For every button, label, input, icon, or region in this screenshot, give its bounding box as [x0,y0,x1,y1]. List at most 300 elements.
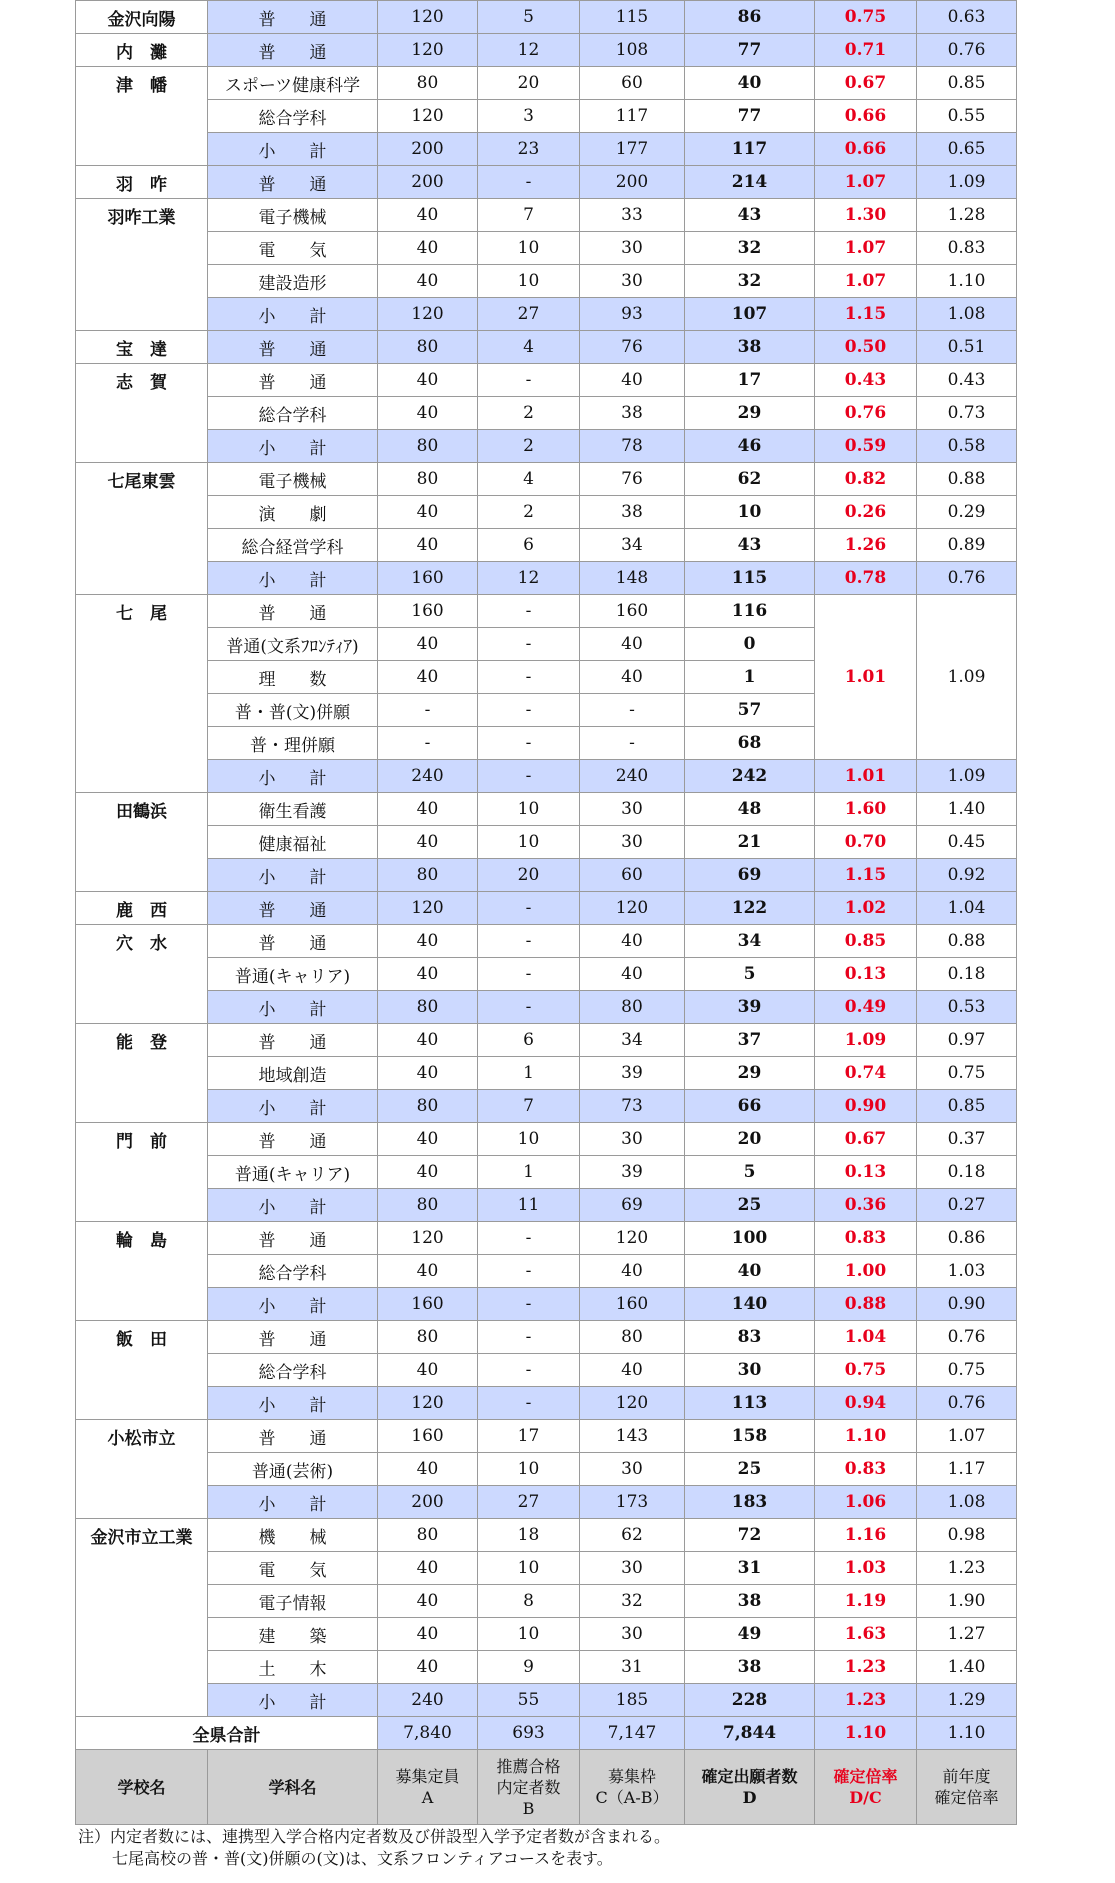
department-cell: 普 通 [208,1420,378,1453]
recommended-cell: 10 [478,793,580,826]
ratio-cell: 0.43 [815,364,917,397]
ratio-cell: 0.78 [815,562,917,595]
prev-ratio-cell: 0.88 [917,925,1017,958]
department-cell: 普 通 [208,364,378,397]
department-cell: 小 計 [208,562,378,595]
quota-cell: 80 [580,991,685,1024]
recommended-cell: 6 [478,529,580,562]
header-recommended [478,1750,580,1825]
subtotal-row [76,1189,1017,1222]
recommended-cell: 10 [478,232,580,265]
quota-cell: 148 [580,562,685,595]
header-quota-line: 募集枠 [607,1767,656,1786]
subtotal-row [76,760,1017,793]
recommended-cell: 8 [478,1585,580,1618]
quota-cell: 73 [580,1090,685,1123]
prev-ratio-cell: 0.45 [917,826,1017,859]
table-row [76,1156,1017,1189]
recommended-cell: 5 [478,1,580,34]
subtotal-row [76,991,1017,1024]
header-school: 学校名 [76,1750,208,1825]
department-cell: 普 通 [208,595,378,628]
header-prev-ratio-line: 前年度 [942,1767,991,1786]
ratio-cell: 1.30 [815,199,917,232]
prev-ratio-cell: 0.98 [917,1519,1017,1552]
ratio-cell: 0.50 [815,331,917,364]
recommended-cell: 4 [478,463,580,496]
capacity-cell: 240 [378,760,478,793]
prev-ratio-cell: 0.86 [917,1222,1017,1255]
prev-ratio-cell: 0.90 [917,1288,1017,1321]
quota-cell: 31 [580,1651,685,1684]
ratio-cell: 1.23 [815,1684,917,1717]
prev-ratio-cell: 0.97 [917,1024,1017,1057]
ratio-cell: 0.75 [815,1354,917,1387]
department-cell: 普 通 [208,892,378,925]
quota-cell: - [580,694,685,727]
capacity-cell: 120 [378,34,478,67]
applicants-cell: 77 [685,34,815,67]
school-name-cell: 宝 達 [76,331,208,364]
school-name-cell: 津 幡 [76,67,208,166]
recommended-cell: - [478,1288,580,1321]
total-applicants-cell: 7,844 [685,1717,815,1750]
footnotes [78,1826,670,1870]
capacity-cell: 40 [378,1057,478,1090]
school-name-cell: 七尾東雲 [76,463,208,595]
department-cell: 普 通 [208,1123,378,1156]
table-row [76,595,1017,628]
prev-ratio-cell: 1.40 [917,1651,1017,1684]
prev-ratio-cell: 1.03 [917,1255,1017,1288]
applicants-cell: 100 [685,1222,815,1255]
applicants-cell: 25 [685,1453,815,1486]
department-cell: 衛生看護 [208,793,378,826]
recommended-cell: 2 [478,496,580,529]
ratio-cell: 1.16 [815,1519,917,1552]
prev-ratio-cell: 0.29 [917,496,1017,529]
prev-ratio-cell: 0.85 [917,1090,1017,1123]
department-cell: 建設造形 [208,265,378,298]
prev-ratio-cell: 0.73 [917,397,1017,430]
capacity-cell: 40 [378,232,478,265]
recommended-cell: 6 [478,1024,580,1057]
capacity-cell: 40 [378,265,478,298]
department-cell: 電子情報 [208,1585,378,1618]
ratio-cell: 0.94 [815,1387,917,1420]
recommended-cell: 9 [478,1651,580,1684]
quota-cell: 117 [580,100,685,133]
recommended-cell: 23 [478,133,580,166]
department-cell: 普通(芸術) [208,1453,378,1486]
school-name-cell: 金沢市立工業 [76,1519,208,1717]
department-cell: 小 計 [208,760,378,793]
header-quota-line: C（A-B） [595,1788,669,1807]
capacity-cell: 80 [378,331,478,364]
recommended-cell: 20 [478,67,580,100]
quota-cell: 39 [580,1057,685,1090]
department-cell: 電子機械 [208,199,378,232]
applicants-cell: 48 [685,793,815,826]
grand-total-label: 全県合計 [76,1717,378,1750]
footnote-2: 七尾高校の普・普(文)併願の(文)は、文系フロンティアコースを表す。 [112,1849,613,1868]
capacity-cell: 200 [378,133,478,166]
quota-cell: 33 [580,199,685,232]
ratio-cell: 0.13 [815,1156,917,1189]
department-cell: 普 通 [208,1222,378,1255]
school-name-cell: 鹿 西 [76,892,208,925]
quota-cell: 200 [580,166,685,199]
school-name-cell: 羽 咋 [76,166,208,199]
ratio-cell: 1.00 [815,1255,917,1288]
ratio-cell: 1.10 [815,1420,917,1453]
total-prev-ratio-cell: 1.10 [917,1717,1017,1750]
capacity-cell: 120 [378,1387,478,1420]
department-cell: 小 計 [208,133,378,166]
recommended-cell: - [478,727,580,760]
prev-ratio-cell: 0.53 [917,991,1017,1024]
quota-cell: 34 [580,529,685,562]
department-cell: 電 気 [208,232,378,265]
table-row [76,463,1017,496]
prev-ratio-cell: 0.65 [917,133,1017,166]
applicants-cell: 10 [685,496,815,529]
prev-ratio-cell: 0.18 [917,1156,1017,1189]
table-row [76,199,1017,232]
capacity-cell: 40 [378,925,478,958]
ratio-cell: 0.88 [815,1288,917,1321]
capacity-cell: 240 [378,1684,478,1717]
prev-ratio-cell: 1.10 [917,265,1017,298]
total-quota-cell: 7,147 [580,1717,685,1750]
subtotal-row [76,1684,1017,1717]
quota-cell: 160 [580,1288,685,1321]
ratio-cell: 1.60 [815,793,917,826]
table-row [76,397,1017,430]
subtotal-row [76,1090,1017,1123]
applicants-cell: 107 [685,298,815,331]
ratio-cell: 0.49 [815,991,917,1024]
prev-ratio-cell: 1.09 [917,760,1017,793]
ratio-cell: 0.71 [815,34,917,67]
table-row [76,1123,1017,1156]
subtotal-row [76,859,1017,892]
department-cell: 小 計 [208,298,378,331]
department-cell: 普 通 [208,1321,378,1354]
prev-ratio-cell: 1.29 [917,1684,1017,1717]
prev-ratio-cell: 0.76 [917,1321,1017,1354]
subtotal-row [76,34,1017,67]
prev-ratio-cell: 0.75 [917,1354,1017,1387]
prev-ratio-cell: 0.18 [917,958,1017,991]
applicant-ratio-table [75,0,1017,1825]
applicants-cell: 62 [685,463,815,496]
prev-ratio-cell: 1.08 [917,1486,1017,1519]
capacity-cell: 40 [378,1156,478,1189]
table-row [76,364,1017,397]
quota-cell: 120 [580,1387,685,1420]
capacity-cell: 80 [378,463,478,496]
prev-ratio-cell: 0.88 [917,463,1017,496]
applicants-cell: 38 [685,1585,815,1618]
table-row [76,1519,1017,1552]
capacity-cell: - [378,727,478,760]
quota-cell: 76 [580,331,685,364]
school-name-cell: 田鶴浜 [76,793,208,892]
table-row [76,265,1017,298]
capacity-cell: 80 [378,859,478,892]
applicants-cell: 0 [685,628,815,661]
header-ratio-line: 確定倍率 [833,1767,898,1786]
applicants-cell: 40 [685,1255,815,1288]
quota-cell: 177 [580,133,685,166]
capacity-cell: 80 [378,1189,478,1222]
header-applicants [685,1750,815,1825]
header-applicants-line: D [742,1788,757,1807]
quota-cell: 69 [580,1189,685,1222]
quota-cell: 240 [580,760,685,793]
quota-cell: 62 [580,1519,685,1552]
ratio-cell: 0.67 [815,1123,917,1156]
recommended-cell: - [478,628,580,661]
table-row [76,1024,1017,1057]
recommended-cell: - [478,1321,580,1354]
total-ratio-cell: 1.10 [815,1717,917,1750]
school-name-cell: 門 前 [76,1123,208,1222]
department-cell: 総合学科 [208,1255,378,1288]
department-cell: 普 通 [208,34,378,67]
recommended-cell: 4 [478,331,580,364]
quota-cell: 80 [580,1321,685,1354]
applicants-cell: 228 [685,1684,815,1717]
table-row [76,925,1017,958]
recommended-cell: - [478,991,580,1024]
quota-cell: 30 [580,1618,685,1651]
prev-ratio-cell: 0.76 [917,34,1017,67]
header-prev-ratio [917,1750,1017,1825]
quota-cell: 120 [580,1222,685,1255]
applicants-cell: 66 [685,1090,815,1123]
school-name-cell: 金沢向陽 [76,1,208,34]
school-name-cell: 輪 島 [76,1222,208,1321]
applicants-cell: 5 [685,1156,815,1189]
table-row [76,1255,1017,1288]
applicants-cell: 72 [685,1519,815,1552]
quota-cell: 115 [580,1,685,34]
quota-cell: 78 [580,430,685,463]
applicants-cell: 40 [685,67,815,100]
table-row [76,1420,1017,1453]
table-row [76,496,1017,529]
total-capacity-cell: 7,840 [378,1717,478,1750]
recommended-cell: 27 [478,1486,580,1519]
ratio-cell: 1.01 [815,760,917,793]
department-cell: 健康福祉 [208,826,378,859]
department-cell: 演 劇 [208,496,378,529]
ratio-cell: 0.82 [815,463,917,496]
capacity-cell: 40 [378,199,478,232]
capacity-cell: 120 [378,1,478,34]
recommended-cell: 7 [478,1090,580,1123]
capacity-cell: 40 [378,1453,478,1486]
department-cell: スポーツ健康科学 [208,67,378,100]
subtotal-row [76,1486,1017,1519]
prev-ratio-cell: 0.43 [917,364,1017,397]
recommended-cell: - [478,1255,580,1288]
quota-cell: 40 [580,364,685,397]
applicants-cell: 183 [685,1486,815,1519]
recommended-cell: - [478,1222,580,1255]
recommended-cell: - [478,958,580,991]
capacity-cell: 40 [378,397,478,430]
capacity-cell: 40 [378,1552,478,1585]
capacity-cell: 40 [378,1585,478,1618]
table-row [76,100,1017,133]
quota-cell: 60 [580,67,685,100]
quota-cell: 30 [580,1123,685,1156]
ratio-cell: 1.02 [815,892,917,925]
applicants-cell: 46 [685,430,815,463]
prev-ratio-cell: 1.07 [917,1420,1017,1453]
applicants-cell: 21 [685,826,815,859]
department-cell: 普通(キャリア) [208,958,378,991]
ratio-cell: 1.23 [815,1651,917,1684]
recommended-cell: 10 [478,826,580,859]
applicants-cell: 5 [685,958,815,991]
department-cell: 総合学科 [208,397,378,430]
department-cell: 小 計 [208,991,378,1024]
capacity-cell: 80 [378,1090,478,1123]
capacity-cell: 80 [378,991,478,1024]
quota-cell: 40 [580,1354,685,1387]
quota-cell: 76 [580,463,685,496]
ratio-cell: 1.26 [815,529,917,562]
applicants-cell: 83 [685,1321,815,1354]
capacity-cell: 40 [378,1024,478,1057]
department-cell: 建 築 [208,1618,378,1651]
recommended-cell: 10 [478,1123,580,1156]
prev-ratio-cell: 0.55 [917,100,1017,133]
prev-ratio-cell: 0.27 [917,1189,1017,1222]
applicants-cell: 29 [685,397,815,430]
subtotal-row [76,562,1017,595]
subtotal-row [76,430,1017,463]
quota-cell: 40 [580,661,685,694]
department-cell: 普通(キャリア) [208,1156,378,1189]
department-cell: 小 計 [208,1387,378,1420]
applicants-cell: 115 [685,562,815,595]
prev-ratio-cell: 1.40 [917,793,1017,826]
capacity-cell: 40 [378,1255,478,1288]
capacity-cell: 120 [378,892,478,925]
applicants-cell: 29 [685,1057,815,1090]
applicants-cell: 117 [685,133,815,166]
subtotal-row [76,1288,1017,1321]
capacity-cell: 160 [378,1420,478,1453]
applicants-cell: 32 [685,232,815,265]
footnote-1: 注）内定者数には、連携型入学合格内定者数及び併設型入学予定者数が含まれる。 [78,1827,671,1846]
applicants-cell: 86 [685,1,815,34]
recommended-cell: 10 [478,265,580,298]
capacity-cell: 200 [378,166,478,199]
header-applicants-line: 確定出願者数 [701,1767,798,1786]
recommended-cell: 3 [478,100,580,133]
applicants-cell: 1 [685,661,815,694]
capacity-cell: 40 [378,661,478,694]
header-department: 学科名 [208,1750,378,1825]
table-row [76,958,1017,991]
capacity-cell: 120 [378,1222,478,1255]
recommended-cell: 18 [478,1519,580,1552]
school-name-cell: 小松市立 [76,1420,208,1519]
department-cell: 普 通 [208,1,378,34]
recommended-cell: 2 [478,430,580,463]
school-name-cell: 飯 田 [76,1321,208,1420]
total-recommended-cell: 693 [478,1717,580,1750]
department-cell: 電子機械 [208,463,378,496]
applicants-cell: 158 [685,1420,815,1453]
prev-ratio-cell: 0.63 [917,1,1017,34]
department-cell: 土 木 [208,1651,378,1684]
prev-ratio-cell: 1.08 [917,298,1017,331]
prev-ratio-cell: 1.04 [917,892,1017,925]
quota-cell: 143 [580,1420,685,1453]
table-row [76,826,1017,859]
subtotal-row [76,892,1017,925]
table-row [76,1321,1017,1354]
capacity-cell: 160 [378,595,478,628]
ratio-cell: 1.04 [815,1321,917,1354]
capacity-cell: 120 [378,100,478,133]
ratio-cell: 0.59 [815,430,917,463]
header-quota [580,1750,685,1825]
applicants-cell: 30 [685,1354,815,1387]
recommended-cell: 12 [478,562,580,595]
department-cell: 小 計 [208,430,378,463]
table-row [76,232,1017,265]
applicants-cell: 43 [685,199,815,232]
recommended-cell: 7 [478,199,580,232]
ratio-cell: 0.67 [815,67,917,100]
quota-cell: 30 [580,826,685,859]
recommended-cell: - [478,694,580,727]
department-cell: 総合経営学科 [208,529,378,562]
applicants-cell: 20 [685,1123,815,1156]
prev-ratio-cell: 0.83 [917,232,1017,265]
applicants-cell: 25 [685,1189,815,1222]
capacity-cell: 40 [378,1651,478,1684]
applicants-cell: 39 [685,991,815,1024]
subtotal-row [76,298,1017,331]
recommended-cell: - [478,661,580,694]
applicants-cell: 116 [685,595,815,628]
capacity-cell: 200 [378,1486,478,1519]
table-row [76,1354,1017,1387]
applicants-cell: 113 [685,1387,815,1420]
table-row [76,1453,1017,1486]
quota-cell: 30 [580,1552,685,1585]
recommended-cell: 10 [478,1618,580,1651]
department-cell: 普 通 [208,166,378,199]
quota-cell: 38 [580,496,685,529]
grand-total-row [76,1717,1017,1750]
ratio-cell: 0.26 [815,496,917,529]
applicants-cell: 214 [685,166,815,199]
header-capacity-line: A [421,1788,434,1807]
ratio-cell: 1.19 [815,1585,917,1618]
quota-cell: 160 [580,595,685,628]
department-cell: 普・普(文)併願 [208,694,378,727]
